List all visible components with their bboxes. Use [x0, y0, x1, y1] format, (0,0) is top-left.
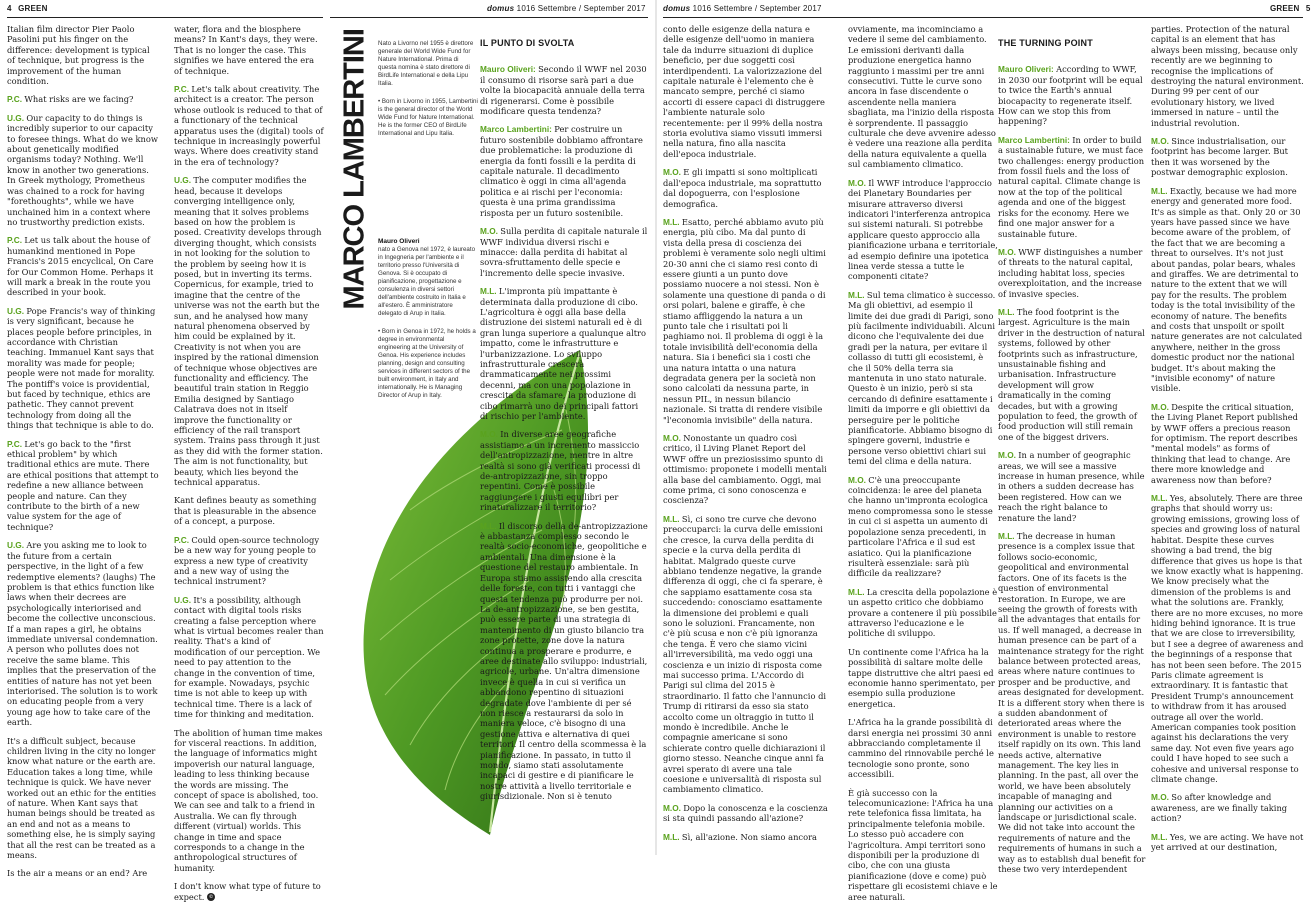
- paragraph: M.O. So after knowledge and awareness, are we finally taking action?: [1151, 792, 1288, 824]
- speaker-label: U.G.: [7, 305, 27, 316]
- paragraph: M.L. Yes, absolutely. There are three graphs that should worry us: growing emissions, growing loss of species and growing loss of natural habitat. Despite these curves showing a bad trend, the big difference that gives us hope is that we know exactly what is happening. We know precisely what the dimension of the problems is and what the solutions are. Frankly, there are no more excuses, no more hiding behind ignorance. It is true that we are close to irreversibility, but I see a degree of awareness and the beginnings of a response that has not been seen before. The 2015 Paris climate agreement is extraordinary. It is fantastic that President Trump's announcement to withdraw from it has aroused outrage all over the world. American companies took position against his declarations the very same day. Not even five years ago could I have hoped to see such a cohesive and universal response to climate change.: [1151, 493, 1304, 785]
- paragraph: M.O. WWF distinguishes a number of threats to the natural capital, including habitat loss, species overexploitation, and the increase of invasive species.: [998, 246, 1143, 299]
- paragraph: I don't know what type of future to expect. ©: [174, 881, 321, 902]
- speaker-label: P.C.: [7, 94, 25, 105]
- header-rule-left: [7, 17, 323, 18]
- paragraph: Kant defines beauty as something that is pleasurable in the absence of a concept, a purpose.: [174, 495, 317, 527]
- paragraph: M.O. Despite the critical situation, the Living Planet Report published by WWF offers a precious reason for optimism. The report describes "mental models" as forms of thinking that lead to change. Are there more knowledge and awareness now than before?: [1151, 401, 1298, 485]
- speaker-label: P.C.: [174, 84, 192, 95]
- speaker-label: M.O.: [1151, 401, 1172, 412]
- page-gutter: [655, 0, 657, 855]
- paragraph: M.L. Esatto, perché abbiamo avuto più energia, più cibo. Ma dal punto di vista della presa di coscienza dei problemi è veramente solo negli ultimi 20-30 anni che ci siamo resi conto di essere giunti a un punto dove possiamo nuocere a noi stessi. Non è solamente una questione di panda o di orsi polari, balene e giraffe, è che stiamo affliggendo la natura a un punto tale che i risultati poi li paghiamo noi. Il problema di oggi è la totale invisibilità dell'economia della natura. Sia i benefici sia i costi che una natura intatta o una natura degradata genera per la società non sono calcolati da nessuna parte, in nessun PIL, in nessun bilancio nazionale. Si tratta di rendere visibile "l'economia invisibile" della natura.: [663, 216, 826, 425]
- paragraph: parties. Protection of the natural capital is an element that has always been missing, because only recently are we beginning to recognise the implications of destroying the natural environment. During 99 per cent of our evolutionary history, we lived immersed in nature – until the industrial revolution.: [1151, 24, 1304, 128]
- paragraph: P.C. Let us talk about the house of humankind mentioned in Pope Francis's 2015 encyclical, On Care for Our Common Home. Perhaps it will mark a break in the route you described in your book.: [7, 235, 154, 298]
- paragraph: M.L. The decrease in human presence is a complex issue that follows socio-economic, geopolitical and environmental factors. One of its facets is the question of environmental restoration. In Europe, we are seeing the growth of forests with all the advantages that entails for us. If well managed, a decrease in human presence can be part of a maintenance strategy for the right balance between protected areas, areas where nature continues to prosper and be productive, and areas designated for development. It is a different story when there is a sudden abandonment of deteriorated areas where the environment is unable to restore itself rapidly on its own. This land needs active, alternative management. The key lies in planning. In the past, all over the world, we have been absolutely incapable of managing and planning our activities on a landscape or jurisdictional scale. We did not take into account the requirements of nature and the requirements of humans in such a way as to establish dual benefit for these two very interdependent: [998, 531, 1146, 875]
- paragraph: M.O. Nonostante un quadro così critico, il Living Planet Report del WWF offre un preziosissimo spunto di ottimismo: proponete i modelli mentali alla base del cambiamento. Oggi, mai come prima, ci sono conoscenza e coscienza?: [663, 433, 827, 506]
- paragraph: M.O. Dopo la conoscenza e la coscienza si sta quindi passando all'azione?: [663, 802, 828, 824]
- paragraph: ovviamente, ma incominciamo a vedere il seme del cambiamento. Le emissioni derivanti dalla produzione energetica hanno raggiunto i massimi per tre anni consecutivi. Tutte le curve sono ancora in fase discendente o ascendente nella maniera sbagliata, ma l'inizio della risposta è sorprendente. Il passaggio culturale che deve avvenire adesso è vedere una reazione alla perdita della natura equivalente a quella sul cambiamento climatico.: [848, 24, 996, 170]
- paragraph: M.L. Sul tema climatico è successo. Ma gli obiettivi, ad esempio il limite dei due gradi di Parigi, sono più facilmente individuabili. Alcuni dicono che l'equivalente dei due gradi per la natura, per evitare il collasso di tutti gli ecosistemi, è che il 50% della terra sia mantenuta in uno stato naturale. Questo è un inizio, però si sta cercando di definire esattamente i limiti da imporre e gli obiettivi da perseguire per le politiche pianificatorie. Abbiamo bisogno di spingere governi, industrie e persone verso obiettivi chiari sui temi del clima e della natura.: [848, 289, 996, 467]
- speaker-label: M.O.: [998, 246, 1019, 257]
- text-column-it-1: [480, 24, 648, 849]
- paragraph: Marco Lambertini: In order to build a sustainable future, we must face two challenges: energy production from fossil fuels and the loss of natural capital. Climate change is now at the top of the political agenda and one of the biggest risks for the economy. Here we find one major answer for a sustainable future.: [998, 134, 1145, 239]
- header-rule-centre: [330, 17, 648, 18]
- paragraph: M.O. In diverse aree geografiche assistiamo a un incremento massiccio dell'antropizzazione, mentre in altre realtà si sono già verificati processi di de-antropizzazione, sin troppo repentini. Come è possibile raggiungere i giusti equilibri per rinaturalizzare il territorio?: [480, 429, 641, 513]
- paragraph: Marco Lambertini: Per costruire un futuro sostenibile dobbiamo affrontare due problematiche: la produzione di energia da fonti fossili e la perdita di capitale naturale. Il decadimento climatico è oggi in cima all'agenda politica e ai rischi per l'economia: questa è una prima grandissima risposta per un futuro sostenibile.: [480, 124, 643, 218]
- speaker-label: M.O.: [663, 167, 684, 178]
- bio-oliveri-it: nato a Genova nel 1972, è laureato in Ingegneria per l'ambiente e il territorio presso l'Università di Genova. Si è occupato di pianificazione, progettazione e consulenza in diversi settori dell'ambiente costruito in Italia e all'estero. È amministratore delegato di Arup in Italia.: [378, 246, 476, 317]
- paragraph: U.G. Are you asking me to look to the future from a certain perspective, in the light of a few redemptive elements? (laughs) The problem is that ethics function like laws when their decrees are psychologically interiorised and become the collective unconscious. If a man rapes a girl, he obtains immediate universal condemnation. A person who pollutes does not receive the same blame. This implies that the preservation of the entities of nature has not yet been interiorised. The solution is to work on educating people from a very young age how to take care of the earth.: [7, 540, 158, 728]
- bio-lambertini-en: • Born in Livorno in 1955, Lambertini is the general director of the World Wide Fund for Nature International. He is the former CEO of BirdLife International and Lipu Italia.: [378, 98, 478, 137]
- page-number-left: 4: [7, 4, 12, 13]
- speaker-label: Marco Lambertini:: [480, 124, 555, 135]
- speaker-label: U.G.: [7, 540, 27, 551]
- right-folio: [1270, 4, 1311, 13]
- paragraph: M.O. Sulla perdita di capitale naturale il WWF individua diversi rischi e minacce: dalla perdita di habitat al sovra-sfruttamento delle specie e l'incremento delle specie invasive.: [480, 226, 648, 278]
- speaker-label: P.C.: [174, 534, 192, 545]
- paragraph: M.O. C'è una preoccupante coincidenza: le aree del pianeta che hanno un'impronta ecologica meno compromessa sono le stesse in cui ci si aspetta un aumento di popolazione senza precedenti, in particolare l'Africa e il sud est asiatico. Qui la pianificazione risulterà essenziale: sarà più difficile da realizzare?: [848, 474, 993, 579]
- col-it-1-body: [480, 64, 648, 801]
- bio-oliveri-name: Mauro Oliveri: [378, 238, 420, 245]
- paragraph: M.L. Sì, ci sono tre curve che devono preoccuparci: la curva delle emissioni che cresce, la curva della perdita di specie e la curva della perdita di habitat. Malgrado queste curve abbiano tendenze negative, la grande differenza di oggi, che ci fa sperare, è che sappiamo esattamente cosa sta succedendo: conosciamo esattamente la dimensione dei problemi e quali sono le soluzioni. Francamente, non c'è più scusa e non c'è più ignoranza che tenga. È vero che siamo vicini all'irreversibilità, ma vedo oggi una coscienza e un inizio di risposta come mai successo prima. L'Accordo di Parigi sul clima del 2015 è straordinario. Il fatto che l'annuncio di Trump di ritirarsi da esso sia stato accolto come un oltraggio in tutto il mondo è incredibile. Anche le compagnie americane si sono schierate contro quelle dichiarazioni il giorno stesso. Neanche cinque anni fa avrei sperato di avere una tale coesione e universalità di risposta sul cambiamento climatico.: [663, 513, 827, 795]
- paragraph: M.L. Yes, we are acting. We have not yet arrived at our destination,: [1151, 831, 1304, 853]
- speaker-label: U.G.: [174, 594, 194, 605]
- speaker-label: M.L.: [663, 831, 682, 842]
- speaker-label: M.O.: [663, 802, 684, 813]
- speaker-label: M.L.: [480, 520, 499, 531]
- interviewee-vertical-name: [338, 29, 372, 310]
- paragraph: M.L. The food footprint is the largest. Agriculture is the main driver in the destruction of natural systems, followed by other footprints such as infrastructure, unsustainable fishing and urbanisation. Infrastructure development will grow dramatically in the coming decades, but with a growing population to feed, the growth of food production will still remain one of the biggest drivers.: [998, 306, 1145, 442]
- paragraph: Un continente come l'Africa ha la possibilità di saltare molte delle tappe distruttive che altri paesi ed economie hanno sperimentato, per esempio sulla produzione energetica.: [848, 646, 995, 709]
- paragraph: P.C. Could open-source technology be a new way for young people to express a new type of creativity and a new way of using the technical instrument?: [174, 534, 320, 587]
- speaker-label: M.L.: [663, 513, 682, 524]
- heading-italian: IL PUNTO DI SVOLTA: [480, 38, 575, 48]
- heading-english: THE TURNING POINT: [998, 38, 1093, 48]
- paragraph: U.G. It's a possibility, although contact with digital tools risks creating a false perception where what is virtual becomes realer than reality. That's a kind of modification of our perception. We need to pay attention to the change in the convention of time, for example. Nowadays, psychic time is not able to keep up with technical time. There is a lack of time for thinking and meditation.: [174, 594, 324, 720]
- section-label-right: GREEN: [1270, 4, 1300, 13]
- text-column-en-2: [1151, 24, 1304, 853]
- speaker-label: Mauro Oliveri:: [998, 64, 1057, 75]
- speaker-label: M.L.: [998, 531, 1017, 542]
- paragraph: Italian film director Pier Paolo Pasolini put his finger on the difference: development is typical of technique, but progress is the improvement of the human condition.: [7, 24, 150, 87]
- speaker-label: P.C.: [7, 438, 25, 449]
- paragraph: È già successo con la telecomunicazione: l'Africa ha una rete telefonica fissa limitata, ha principalmente telefonia mobile. Lo stesso può accadere con l'agricoltura. Ampi territori sono disponibili per la produzione di cibo, che con una giusta pianificazione (dove e come) può rispettare gli ecosistemi chiave e le aree naturali.: [848, 787, 998, 902]
- paragraph: M.L. Sì, all'azione. Non siamo ancora: [663, 831, 817, 842]
- speaker-label: M.O.: [1151, 792, 1172, 803]
- text-column-it-2: [663, 24, 828, 849]
- paragraph: P.C. Let's go back to the "first ethical problem" by which traditional ethics are mute. There are ethical positions that attempt to redefine a new alliance between people and nature. Can they contribute to the birth of a new value system for the age of technique?: [7, 438, 159, 532]
- text-column-it-3: [848, 24, 998, 902]
- speaker-label: M.O.: [848, 474, 869, 485]
- text-column-en-left-2: [174, 24, 324, 902]
- paragraph: P.C. Let's talk about creativity. The architect is a creator. The person whose outlook is reduced to that of a functionary of the technical apparatus uses the (digital) tools of technique in increasingly powerful ways. Where does creativity stand in the era of technology?: [174, 84, 324, 167]
- section-label-left: GREEN: [18, 4, 48, 13]
- speaker-label: U.G.: [7, 112, 27, 123]
- paragraph: P.C. What risks are we facing?: [7, 94, 134, 105]
- speaker-label: M.O.: [848, 177, 869, 188]
- paragraph: water, flora and the biosphere means? In Kant's days, they were. That is no longer the case. This signifies we have entered the era of technique.: [174, 24, 318, 76]
- paragraph: M.L. L'impronta più impattante è determinata dalla produzione di cibo. L'agricoltura è oggi alla base della distruzione dei sistemi naturali ed è di gran lunga superiore a qualunque altro impatto, come le infrastrutture e l'urbanizzazione. Lo sviluppo infrastrutturale crescerà drammaticamente nei prossimi decenni, ma con una popolazione in crescita da sfamare, la produzione di cibo rimarrà uno dei principali fattori di rischio per l'ambiente.: [480, 286, 647, 421]
- text-column-en-1: [998, 24, 1146, 875]
- paragraph: Mauro Oliveri: According to WWF, in 2030 our footprint will be equal to twice the Earth's annual biocapacity to regenerate itself. How can we stop this from happening?: [998, 64, 1143, 127]
- paragraph: The abolition of human time makes for visceral reactions. In addition, the language of informatics might impoverish our natural language, leading to less thinking because the words are missing. The concept of space is abolished, too. We can see and talk to a friend in Australia. We can fly through different (virtual) worlds. This change in time and space corresponds to a change in the anthropological structures of humanity.: [174, 727, 323, 873]
- col-en-1-body: [998, 64, 1146, 874]
- paragraph: U.G. The computer modifies the head, because it develops converging intelligence only, meaning that it solves problems based on how the problem is posed. Creativity develops through diverging thought, which consists in not looking for the solution to the problem by seeing how it is posed, but in inverting its terms. Copernicus, for example, tried to imagine that the centre of the universe was not the earth but the sun, and he analysed how many natural phenomena observed by him could be explained by it. Creativity is not when you are inspired by the rational dimension of technique whose objectives are functionality and efficiency. The beautiful train station in Reggio Emilia designed by Santiago Calatrava does not in itself improve the functionality or efficiency of the rail transport system. Trains pass through it just as they did with the former station. The aim is not functionality, but beauty, which lies beyond the technical apparatus.: [174, 175, 323, 488]
- page-number-right: 5: [1305, 4, 1311, 13]
- speaker-label: M.L.: [848, 289, 867, 300]
- speaker-label: M.O.: [1151, 136, 1172, 147]
- paragraph: M.L. La crescita della popolazione è un aspetto critico che dobbiamo provare a contenere il più possibile attraverso l'educazione e le politiche di sviluppo.: [848, 586, 998, 639]
- paragraph: M.O. E gli impatti si sono moltiplicati dall'epoca industriale, ma soprattutto dal dopoguerra, con l'esplosione demografica.: [663, 167, 822, 209]
- bio-oliveri-en: • Born in Genoa in 1972, he holds a degree in environmental engineering at the University of Genoa. His experience includes planning, design and consulting services in different sectors of the built environment, in Italy and internationally. He is Managing Director of Arup in Italy.: [378, 328, 476, 399]
- paragraph: M.L. Exactly, because we had more energy and generated more food. It's as simple as that. Only 20 or 30 years have passed since we have become aware of the problem, of the fact that we are becoming a threat to ourselves. It's not just about pandas, polar bears, whales and giraffes. We are detrimental to nature to the extent that we will pay for the results. The problem today is the total invisibility of the economy of nature. The benefits and costs that unspoilt or spoilt nature generates are not calculated anywhere, neither in the gross domestic product nor the national budget. It's about making the "invisible economy" of nature visible.: [1151, 185, 1303, 394]
- speaker-label: U.G.: [174, 175, 194, 186]
- paragraph: U.G. Our capacity to do things is incredibly superior to our capacity to foresee things. What do we know about genetically modified organisms today? Nothing. We'll know in another two generations. In Greek mythology, Prometheus was chained to a rock for having "forethoughts", while we have unchained him in a context where no trustworthy prediction exists.: [7, 112, 158, 227]
- speaker-label: M.O.: [480, 429, 501, 440]
- speaker-label: M.O.: [663, 433, 684, 444]
- left-folio: [7, 4, 48, 13]
- header-rule-right: [663, 17, 1303, 18]
- paragraph: M.O. In a number of geographic areas, we will see a massive increase in human presence, while in others a sudden decrease has been registered. How can we reach the right balance to renature the land?: [998, 450, 1145, 523]
- speaker-label: M.L.: [1151, 831, 1170, 842]
- paragraph: Mauro Oliveri: Secondo il WWF nel 2030 il consumo di risorse sarà pari a due volte la biocapacità annuale della terra di rigenerarsi. Come è possibile modificare questa tendenza?: [480, 64, 647, 117]
- paragraph: L'Africa ha la grande possibilità di darsi energia nei prossimi 30 anni abbracciando completamente il cammino del rinnovabile perché le tecnologie sono pronte, sono accessibili.: [848, 717, 994, 780]
- speaker-label: P.C.: [7, 235, 25, 246]
- paragraph: It's a difficult subject, because children living in the city no longer know what nature or the earth are. Education takes a long time, while technique is quick. We have never worked out an ethic for the entities of nature. When Kant says that human beings should be treated as an end and not as a means to something else, he is simply saying that all the rest can be treated as a means.: [7, 735, 157, 861]
- speaker-label: M.L.: [1151, 185, 1170, 196]
- paragraph: M.L. Il discorso della de-antropizzazione è abbastanza complesso secondo le realtà socio-economiche, geopolitiche e ambientali. Una dimensione è la questione del restauro ambientale. In Europa stiamo assistendo alla crescita delle foreste, con tutti i vantaggi che questa tendenza può produrre per noi. La de-antropizzazione, se ben gestita, può essere parte di una strategia di mantenimento di un giusto bilancio tra zone protette, zone dove la natura continua a prosperare e produrre, e aree destinate allo sviluppo: industriali, agricole, urbane. Un'altra dimensione invece è quella in cui si verifica un abbandono repentino di situazioni degradate dove l'ambiente di per sé non riesce a restaurarsi da solo in maniera veloce, c'è bisogno di una gestione attiva e alternativa di quei territori. Il centro della scommessa è la pianificazione. In passato, in tutto il mondo, siamo stati assolutamente incapaci di gestire e di pianificare le nostre attività a livello territoriale e giurisdizionale. Non si è tenuto: [480, 520, 648, 802]
- end-of-article-icon: ©: [208, 894, 214, 901]
- speaker-label: Marco Lambertini:: [998, 134, 1073, 145]
- speaker-label: M.L.: [480, 286, 499, 297]
- paragraph: U.G. Pope Francis's way of thinking is very significant, because he places people before principles, in accordance with Christian teaching. Immanuel Kant says that morality was made for people; people were not made for morality. The pontiff's voice is providential, but faced by technique, ethics are pathetic. They cannot prevent technology from doing all the things that technique is able to do.: [7, 305, 156, 431]
- speaker-label: M.L.: [848, 586, 867, 597]
- speaker-label: M.O.: [480, 226, 501, 237]
- bio-lambertini-it: Nato a Livorno nel 1955 è direttore generale del World Wide Fund for Nature International. Prima di questa nomina è stato direttore di BirdLife International e della Lipu Italia.: [378, 40, 474, 87]
- speaker-label: M.L.: [998, 306, 1017, 317]
- vertical-name-text: MARCO LAMBERTINI: [338, 29, 371, 310]
- speaker-label: M.O.: [998, 450, 1019, 461]
- paragraph: M.O. Since industrialisation, our footprint has become larger. But then it was worsened by the postwar demographic explosion.: [1151, 136, 1288, 178]
- centre-folio-left: [487, 4, 646, 13]
- speaker-label: M.L.: [663, 216, 682, 227]
- paragraph: M.O. Il WWF introduce l'approccio dei Planetary Boundaries per misurare attraverso diversi indicatori l'interferenza antropica sui sistemi naturali. Si potrebbe applicare questo approccio alla pianificazione urbana e territoriale, ad esempio definire una ipotetica linea verde stessa a tutte le componenti citate?: [848, 177, 998, 282]
- issue-date: 1016 Settembre / September 2017: [692, 4, 822, 13]
- paragraph: conto delle esigenze della natura e delle esigenze dell'uomo in maniera tale da indurre situazioni di duplice beneficio, per due soggetti così interdipendenti. La valorizzazione del capitale naturale è l'elemento che è mancato sempre, perché ci siamo accorti di essere capaci di distruggere l'ambiente naturale solo recentemente: per il 99% della nostra storia evolutiva siamo vissuti immersi nella natura, fino alla nascita dell'epoca industriale.: [663, 24, 825, 159]
- text-column-en-left-1: [7, 24, 159, 879]
- speaker-label: Mauro Oliveri:: [480, 64, 539, 75]
- paragraph: Is the air a means or an end? Are: [7, 868, 148, 879]
- magazine-name: domus: [487, 4, 515, 13]
- magazine-name: domus: [663, 4, 691, 13]
- issue-date: 1016 Settembre / September 2017: [516, 4, 646, 13]
- centre-folio-right: [663, 4, 822, 13]
- speaker-label: M.L.: [1151, 493, 1170, 504]
